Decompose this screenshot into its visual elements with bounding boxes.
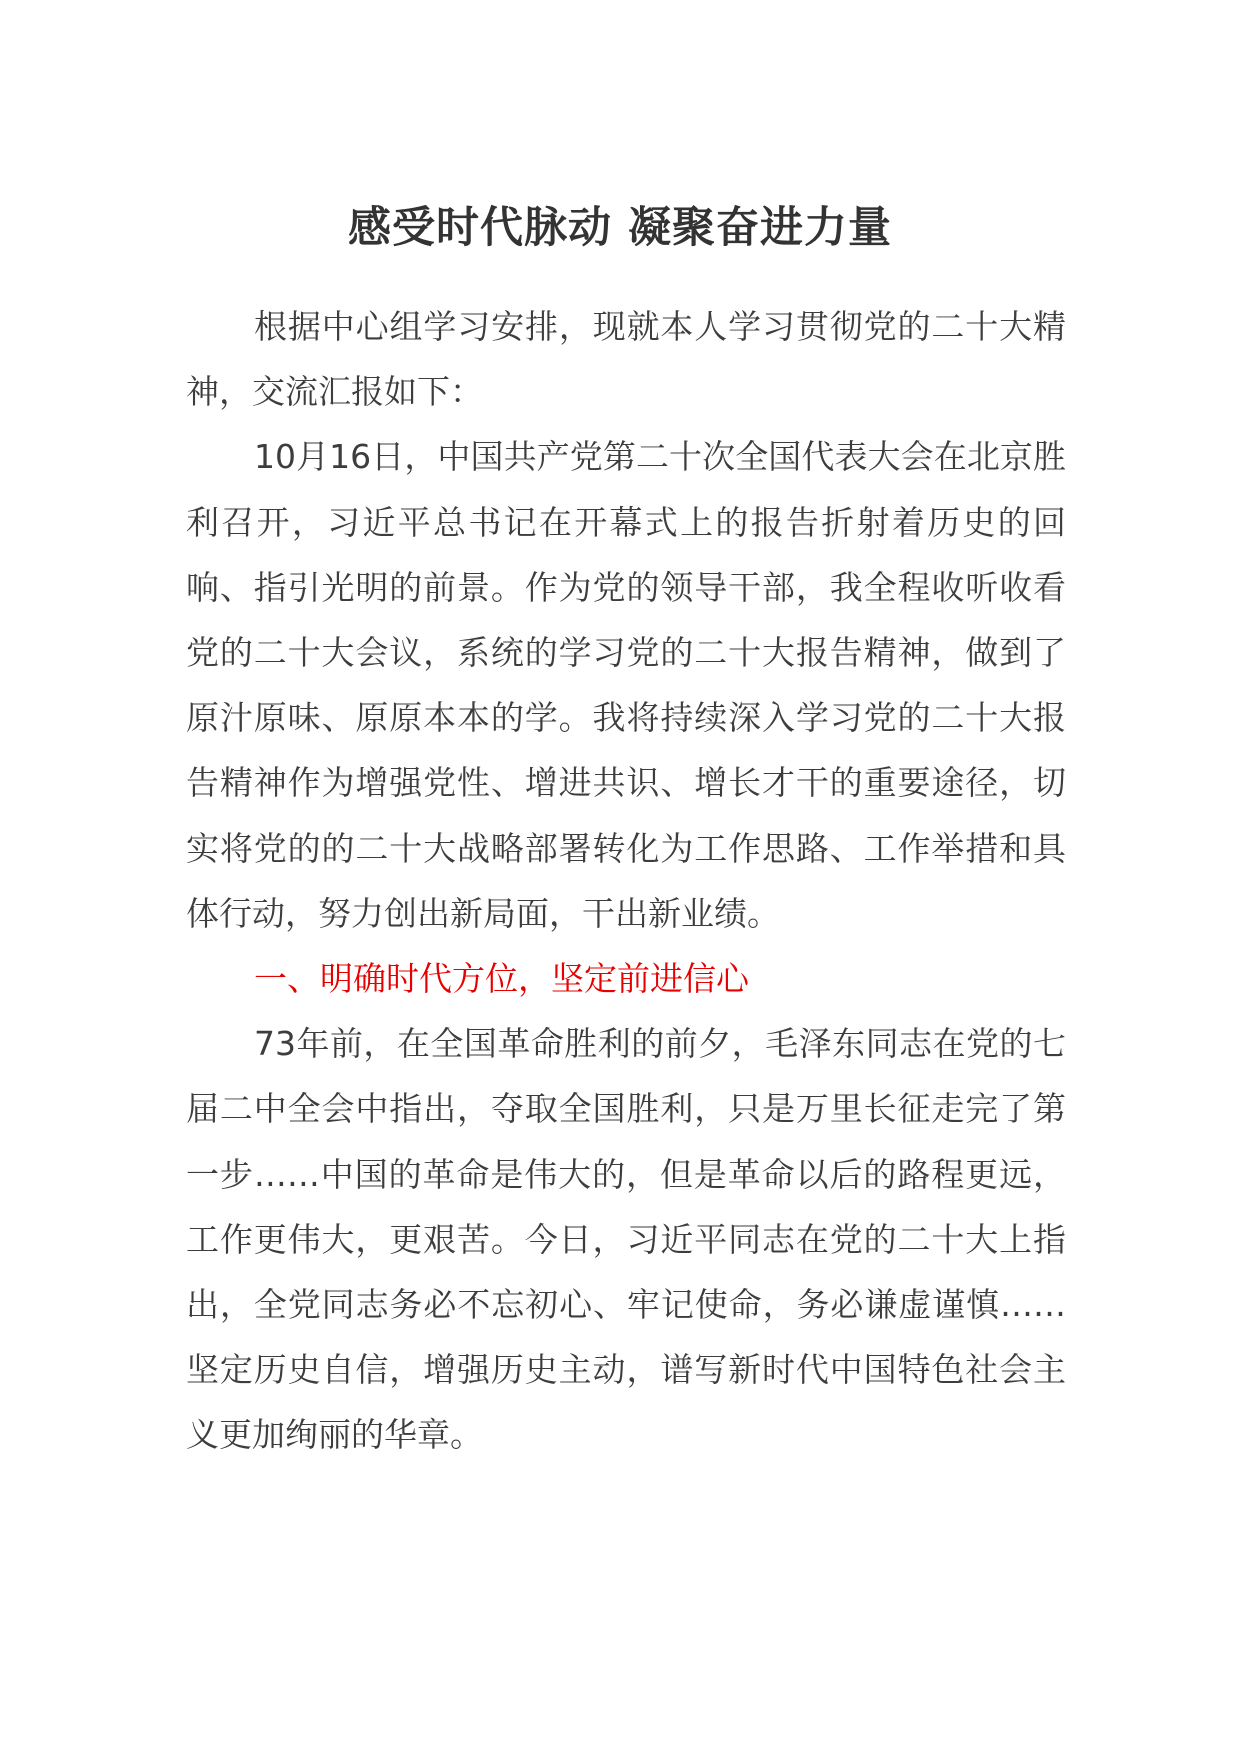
section-paragraph: 73年前，在全国革命胜利的前夕，毛泽东同志在党的七届二中全会中指出，夺取全国胜利，只是万里长征走完了第一步……中国的革命是伟大的，但是革命以后的路程更远，工作更伟大，更艰苦。今日，习近平同志在党的二十大上指出，全党同志务必不忘初心、牢记使命，务必谦虚谨慎……坚定历史自信，增强历史主动，谱写新时代中国特色社会主义更加绚丽的华章。 (186, 1024, 1066, 1455)
document-title: 感受时代脉动 凝聚奋进力量 (348, 203, 892, 253)
document-body (186, 294, 1066, 1468)
section-heading: 一、明确时代方位，坚定前进信心 (254, 959, 749, 999)
congress-paragraph: 10月16日，中国共产党第二十次全国代表大会在北京胜利召开，习近平总书记在开幕式上的报告折射着历史的回响、指引光明的前景。作为党的领导干部，我全程收听收看党的二十大会议，系统的学习党的二十大报告精神，做到了原汁原味、原原本本的学。我将持续深入学习党的二十大报告精神作为增强党性、增进共识、增长才干的重要途径，切实将党的的二十大战略部署转化为工作思路、工作举措和具体行动，努力创出新局面，干出新业绩。 (186, 437, 1066, 933)
intro-paragraph: 根据中心组学习安排，现就本人学习贯彻党的二十大精神，交流汇报如下： (186, 307, 1066, 412)
